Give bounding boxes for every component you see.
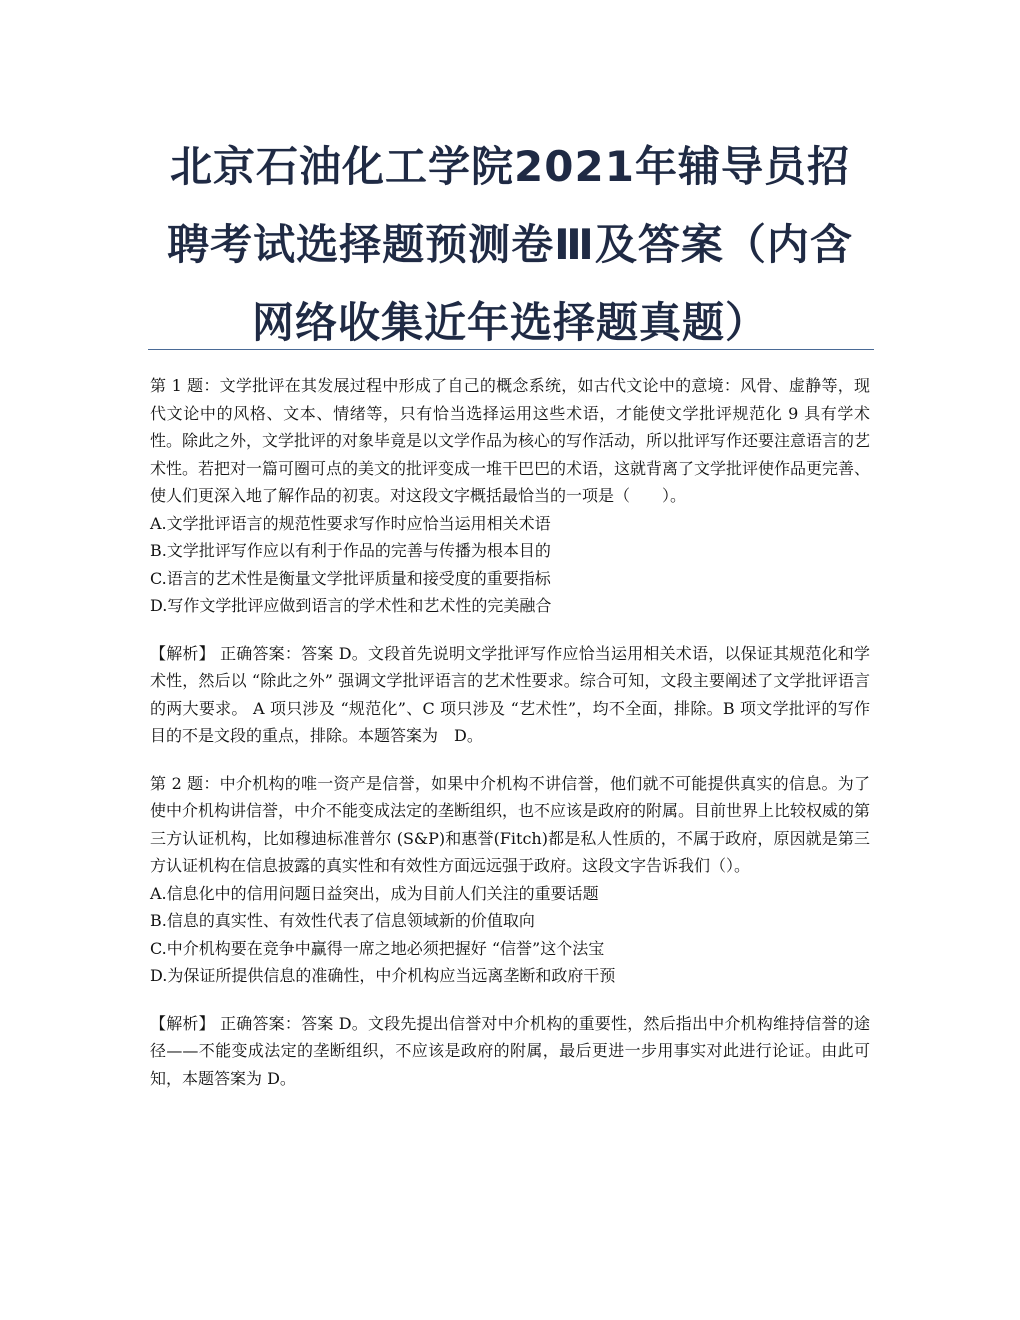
option-c: C.语言的艺术性是衡量文学批评质量和接受度的重要指标 [150, 568, 551, 588]
document-title: 北京石油化工学院2021年辅导员招聘考试选择题预测卷Ⅲ及答案（内含网络收集近年选择题真题） [167, 142, 853, 347]
spacer [150, 620, 870, 640]
question-1 [150, 372, 870, 620]
option-a: A.文学批评语言的规范性要求写作时应恰当运用相关术语 [150, 513, 551, 533]
title-divider [148, 349, 874, 350]
spacer [150, 990, 870, 1010]
analysis-1 [150, 640, 870, 750]
option-d: D.写作文学批评应做到语言的学术性和艺术性的完美融合 [150, 596, 552, 615]
spacer [150, 750, 870, 770]
question-2 [150, 770, 870, 990]
option-b: B.信息的真实性、有效性代表了信息领域新的价值取向 [150, 911, 535, 930]
question-stem: 第 2 题：中介机构的唯一资产是信誉，如果中介机构不讲信誉，他们就不可能提供真实的信息。为了使中介机构讲信誉，中介不能变成法定的垄断组织，也不应该是政府的附属。目前世界上比较权威的第三方认证机构，比如穆迪标准普尔 (S&P)和惠誉(Fitch)都是私人性质的，不属于政府，原因就是第三方认证机构在信息披露的真实性和有效性方面远远强于政府。这段文字告诉我们（）。 [150, 773, 871, 875]
analysis-2 [150, 1010, 870, 1093]
analysis-text: 【解析】 正确答案：答案 D。文段首先说明文学批评写作应恰当运用相关术语，以保证其规范化和学术性，然后以 “除此之外” 强调文学批评语言的艺术性要求。综合可知，文段主要阐述了文学批评语言的两大要求。 A 项只涉及 “规范化”、C 项只涉及 “艺术性”，均不全面，排除。B 项文学批评的写作目的不是文段的重点，排除。本题答案为 D。 [150, 643, 870, 745]
option-b: B.文学批评写作应以有利于作品的完善与传播为根本目的 [150, 541, 551, 560]
option-c: C.中介机构要在竞争中赢得一席之地必须把握好 “信誉”这个法宝 [150, 938, 605, 958]
question-stem: 第 1 题：文学批评在其发展过程中形成了自己的概念系统，如古代文论中的意境：风骨、虚静等，现代文论中的风格、文本、情绪等，只有恰当选择运用这些术语，才能使文学批评规范化 9 具有学术性。除此之外，文学批评的对象毕竟是以文学作品为核心的写作活动，所以批评写作还要注意语言的艺术性。若把对一篇可圈可点的美文的批评变成一堆干巴巴的术语，这就背离了文学批评使作品更完善、使人们更深入地了解作品的初衷。对这段文字概括最恰当的一项是（ ）。 [150, 376, 871, 505]
analysis-text: 【解析】 正确答案：答案 D。文段先提出信誉对中介机构的重要性，然后指出中介机构维持信誉的途径——不能变成法定的垄断组织，不应该是政府的附属，最后更进一步用事实对此进行论证。由此可知，本题答案为 D。 [150, 1013, 870, 1088]
option-d: D.为保证所提供信息的准确性，中介机构应当远离垄断和政府干预 [150, 966, 616, 985]
document-body [150, 372, 870, 1092]
option-a: A.信息化中的信用问题日益突出，成为目前人们关注的重要话题 [150, 883, 599, 903]
